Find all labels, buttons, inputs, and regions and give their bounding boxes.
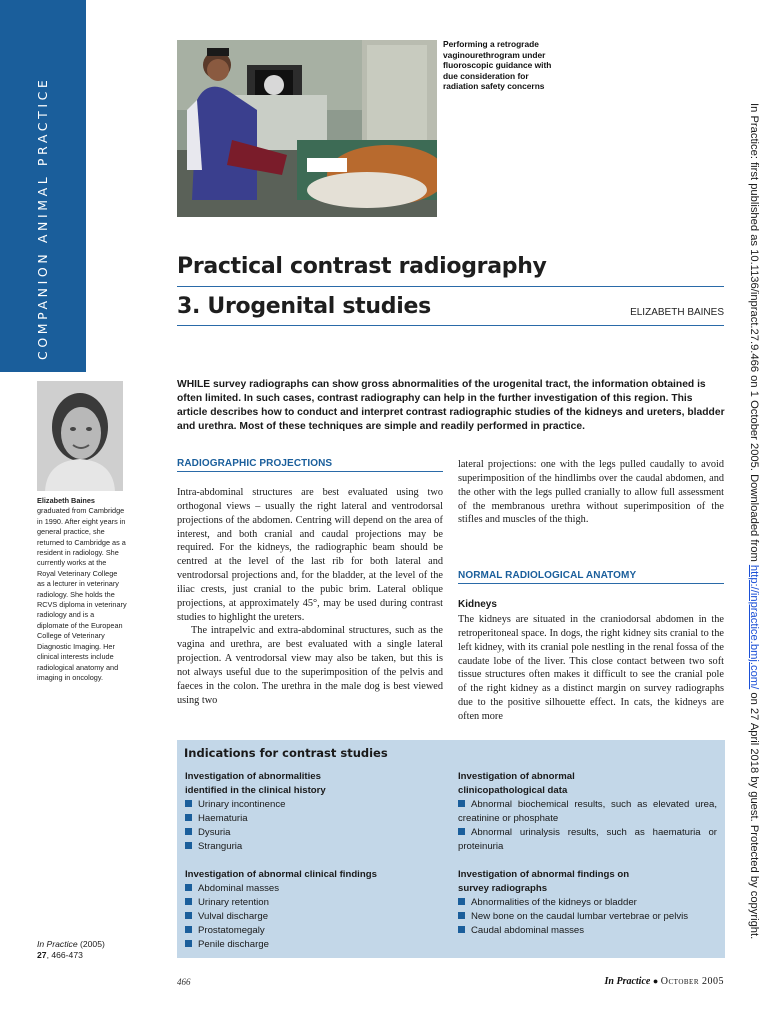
bullet-square-icon	[185, 800, 192, 807]
page-number: 466	[177, 977, 191, 987]
bio-text: graduated from Cambridge in 1990. After eight years in general practice, she returned to Cambridge as a resident in radiology. She currently works at the Royal Veterinary College as a lecturer in veterinary radiology. She holds the RCVS diploma in veterinary radiology and is a diplomate of the European College of Veterinary Diagnostic Imaging. Her clinical interests include radiological anatomy and imaging in oncology.	[37, 506, 127, 682]
indication-group	[458, 770, 717, 854]
subtitle-rule	[177, 325, 724, 326]
footer-journal-name: In Practice	[604, 976, 651, 987]
list-item: Haematuria	[185, 812, 435, 826]
list-item: New bone on the caudal lumbar vertebrae or pelvis	[458, 910, 717, 924]
bullet-square-icon	[185, 926, 192, 933]
notice-link[interactable]: http://inpractice.bmj.com/	[748, 564, 760, 690]
article-title: Practical contrast radiography	[177, 254, 547, 279]
list-item: Abnormal biochemical results, such as elevated urea, creatinine or phosphate	[458, 799, 717, 824]
indication-group	[185, 868, 435, 952]
bullet-square-icon	[458, 912, 465, 919]
footer-separator-icon: ●	[652, 976, 659, 986]
list-item: Urinary retention	[185, 896, 435, 910]
list-item: Urinary incontinence	[185, 798, 435, 812]
section-rule	[458, 583, 724, 584]
list-item: Dysuria	[185, 826, 435, 840]
bullet-square-icon	[185, 912, 192, 919]
bullet-square-icon	[458, 898, 465, 905]
copyright-notice	[746, 103, 762, 940]
bullet-square-icon	[458, 828, 465, 835]
bullet-square-icon	[185, 842, 192, 849]
notice-text: In Practice: first published as 10.1136/inpract.27.9.466 on 1 October 2005. Downloaded from	[748, 103, 760, 565]
citation	[37, 939, 105, 960]
group-heading: Investigation of abnormal findings on survey radiographs	[458, 869, 630, 894]
body-paragraph: The intrapelvic and extra-abdominal structures, such as the vagina and urethra, are best evaluated with a single lateral projection. A ventrodorsal view may also be taken, but this is not always useful due to the superimposition of the pelvis and faeces in the colon. The urethra in the male dog is best viewed using two	[177, 625, 443, 706]
body-paragraph-continued: lateral projections: one with the legs pulled caudally to avoid superimposition of the hindlimbs over the caudal abdomen, and the other with the legs pulled cranially to allow full assessment of the membranous urethra without superimposition of the stifles and muscles of the thigh.	[458, 459, 724, 526]
author-name: ELIZABETH BAINES	[630, 307, 724, 318]
subheading-kidneys: Kidneys	[458, 599, 497, 610]
citation-journal: In Practice	[37, 939, 78, 949]
bullet-square-icon	[458, 926, 465, 933]
bullet-square-icon	[185, 940, 192, 947]
body-paragraph: Intra-abdominal structures are best evaluated using two orthogonal views – usually the right lateral and ventrodorsal projections of the abdomen. Centring will depend on the area of interest, and both cranial and caudal projections may be required. For the kidneys, the radiographic beam should be centred at the level of the last rib for both lateral and ventrodorsal projections and, for the bladder, at the level of the iliac crests, just cranial to the pubic brim. Lateral oblique projections, at approximately 45°, may be used during contrast studies to highlight the ureters.	[177, 487, 443, 623]
bullet-square-icon	[185, 898, 192, 905]
group-heading: Investigation of abnormal clinicopathological data	[458, 771, 575, 796]
bullet-square-icon	[185, 828, 192, 835]
list-item: Prostatomegaly	[185, 924, 435, 938]
author-bio	[37, 496, 127, 683]
photo-caption: Performing a retrograde vaginourethrogram under fluoroscopic guidance with due consideration for radiation safety concerns	[443, 39, 552, 92]
box-title: Indications for contrast studies	[184, 746, 388, 760]
list-item: Caudal abdominal masses	[458, 924, 717, 938]
list-item: Abdominal masses	[185, 882, 435, 896]
notice-text: on 27 April 2018 by guest. Protected by copyright.	[748, 689, 760, 940]
group-heading: Investigation of abnormalities identified in the clinical history	[185, 771, 326, 796]
body-column-left	[177, 486, 443, 708]
section-rule	[177, 471, 443, 472]
side-band	[0, 0, 86, 372]
footer-journal	[560, 976, 724, 987]
bullet-square-icon	[458, 800, 465, 807]
indication-group	[458, 868, 717, 938]
list-item: Penile discharge	[185, 938, 435, 952]
body-paragraph: The kidneys are situated in the craniodorsal abdomen in the retroperitoneal space. In dogs, the right kidney sits cranial to the left kidney, with its cranial pole nestling in the renal fossa of the caudate lobe of the liver. This close contact between two soft tissue structures often makes it difficult to see the cranial pole of the right kidney as a distinct margin on survey radiographs due to the positive silhouette effect. In cats, the kidneys are often more	[458, 614, 724, 722]
author-portrait	[37, 381, 123, 491]
section-heading-projections: RADIOGRAPHIC PROJECTIONS	[177, 458, 333, 469]
list-item: Abnormalities of the kidneys or bladder	[458, 896, 717, 910]
indication-group	[185, 770, 435, 854]
intro-paragraph: WHILE survey radiographs can show gross abnormalities of the urogenital tract, the information obtained is often limited. In such cases, contrast radiography can help in the further investigation of this region. This article describes how to conduct and interpret contrast radiographic studies of the kidneys and ureters, bladder and urethra. Most of these techniques are simple and readily performed in practice.	[177, 379, 725, 432]
bio-name: Elizabeth Baines	[37, 496, 95, 505]
group-heading: Investigation of abnormal clinical findings	[185, 869, 377, 880]
list-item: Abnormal urinalysis results, such as haematuria or proteinuria	[458, 827, 717, 852]
list-item: Stranguria	[185, 840, 435, 854]
bullet-square-icon	[185, 814, 192, 821]
citation-year: (2005)	[80, 939, 105, 949]
citation-volume: 27	[37, 949, 47, 960]
side-band-label: COMPANION ANIMAL PRACTICE	[35, 76, 50, 360]
citation-pages: , 466-473	[46, 949, 83, 960]
fluoroscopy-photo	[177, 40, 437, 217]
list-item: Vulval discharge	[185, 910, 435, 924]
footer-date: October 2005	[660, 976, 724, 987]
bullet-square-icon	[185, 884, 192, 891]
article-subtitle: 3. Urogenital studies	[177, 294, 431, 319]
section-heading-anatomy: NORMAL RADIOLOGICAL ANATOMY	[458, 570, 637, 581]
title-rule	[177, 286, 724, 287]
